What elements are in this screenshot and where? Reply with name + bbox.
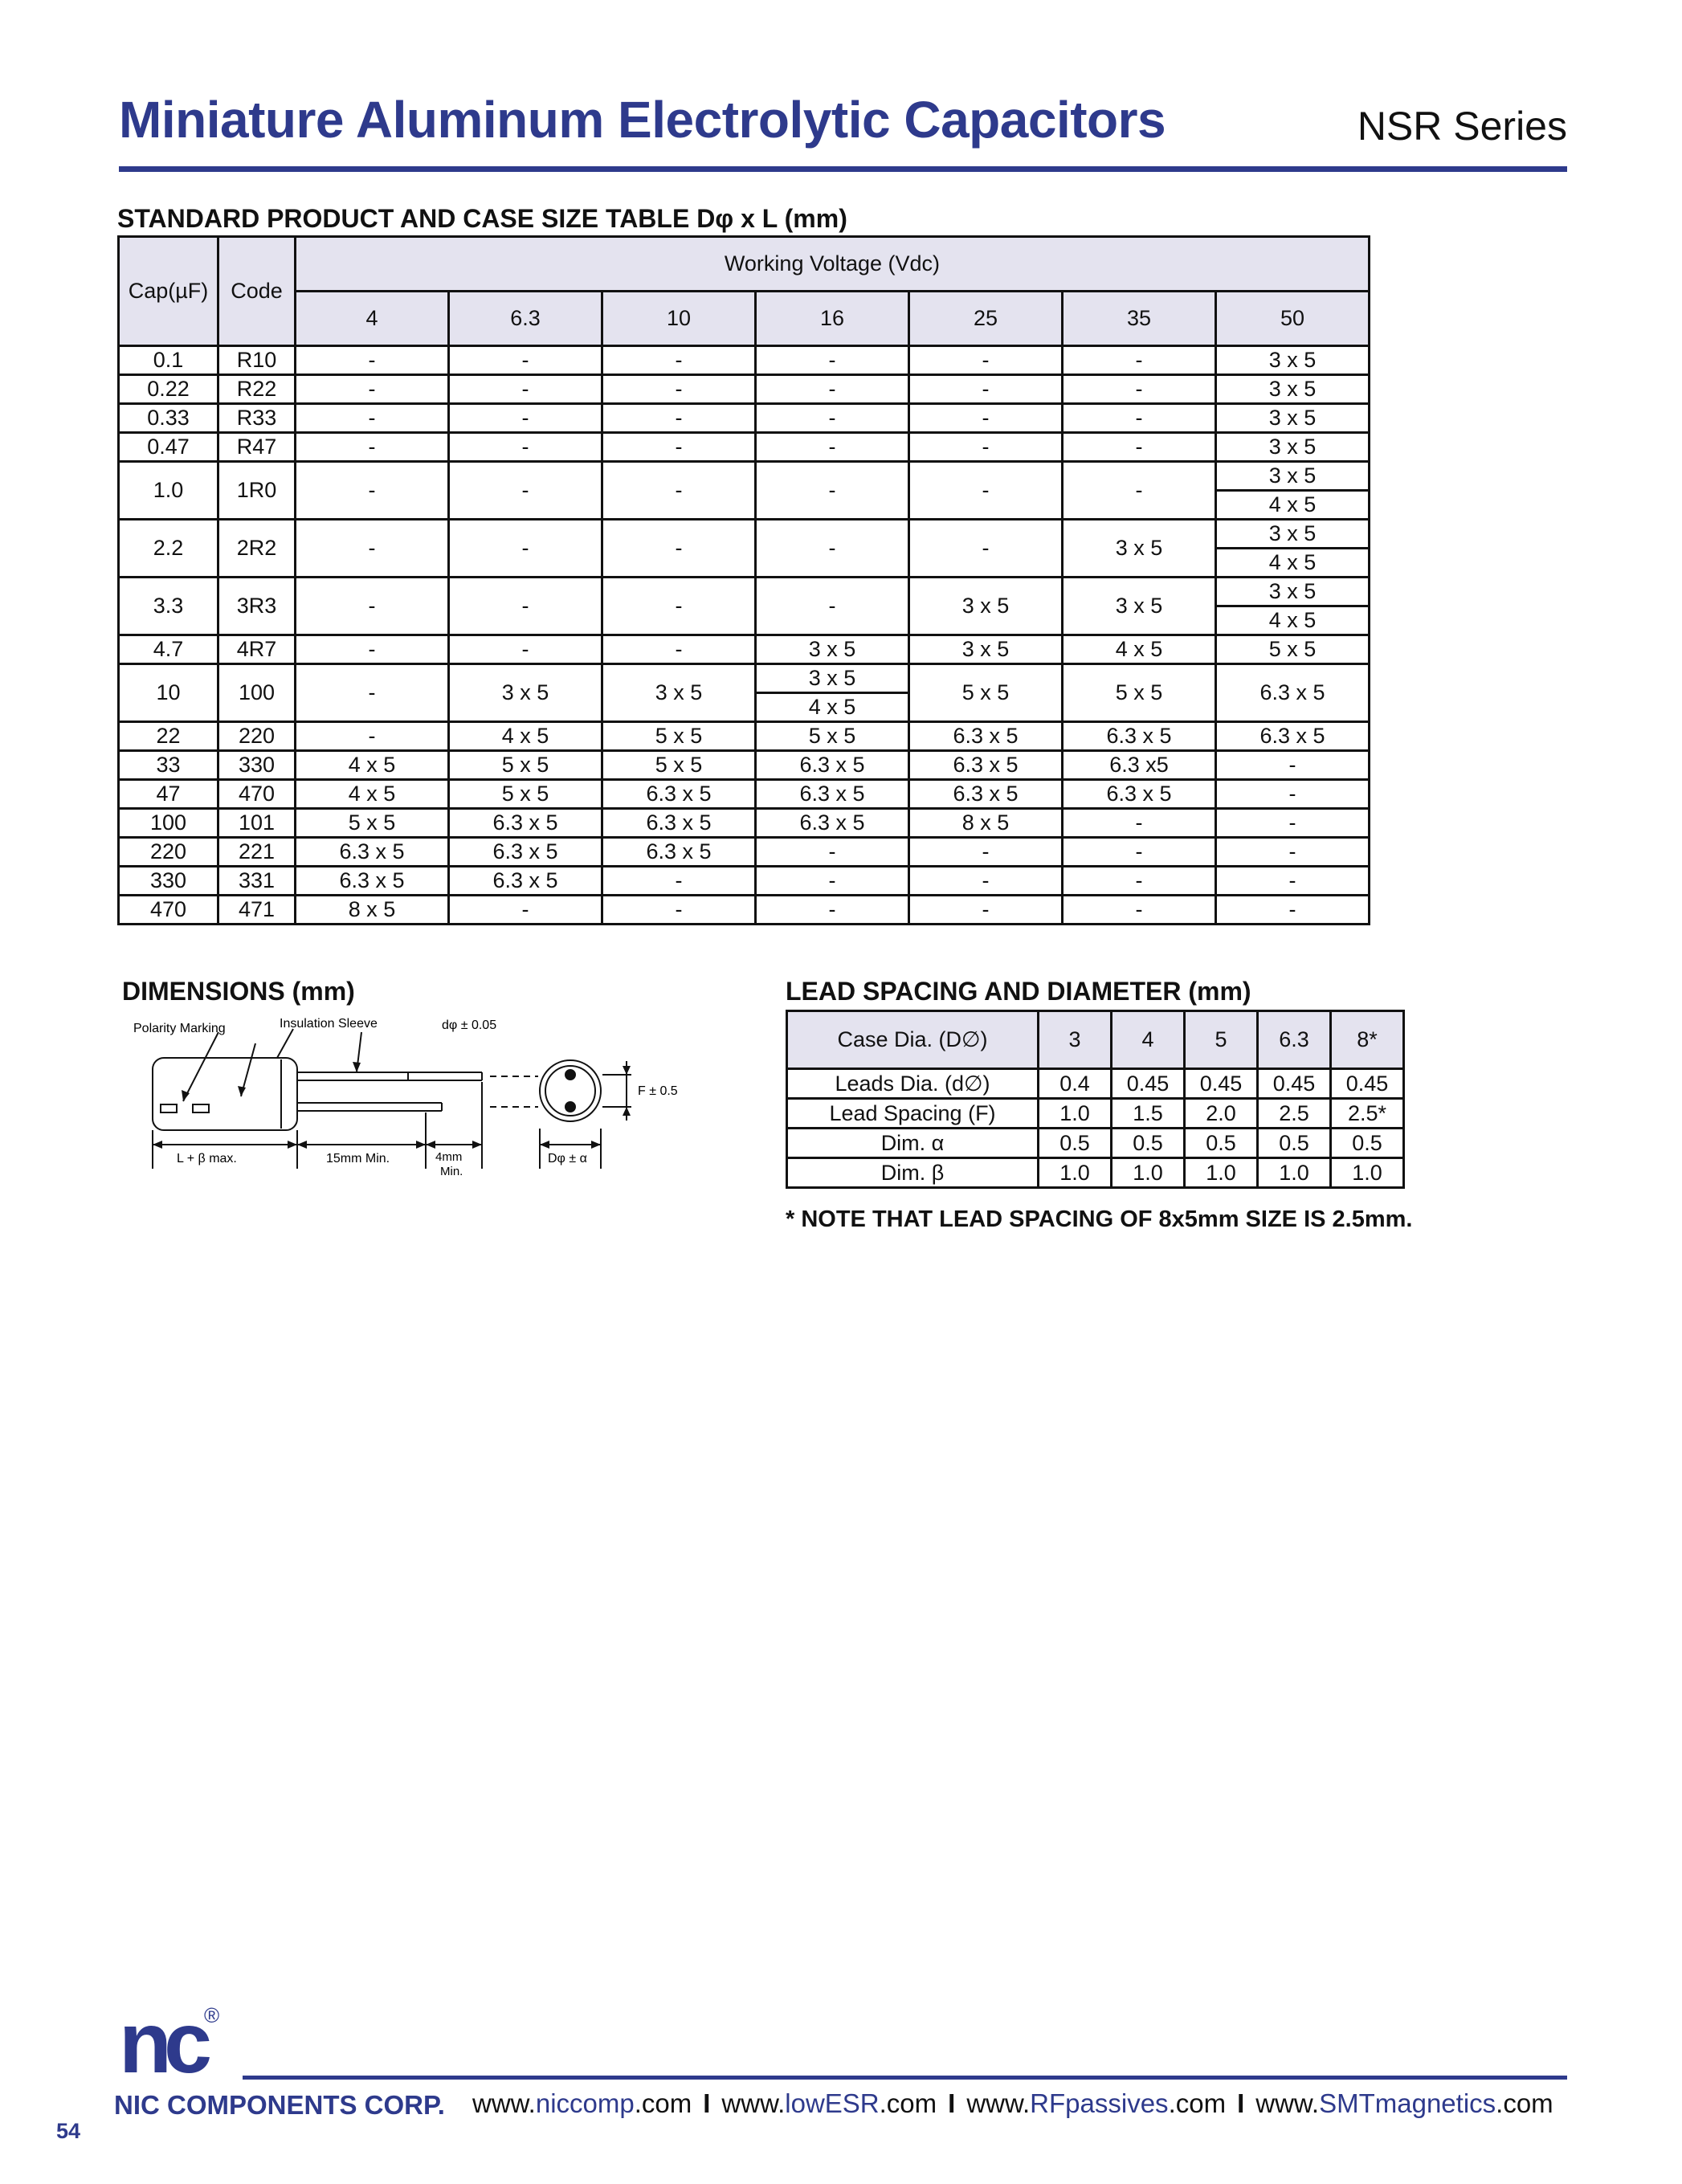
code-cell: R47 <box>218 433 296 462</box>
size-cell: 3 x 5 <box>756 664 909 693</box>
size-cell: 3 x 5 <box>1216 346 1370 375</box>
lead-value: 0.4 <box>1039 1069 1112 1099</box>
size-cell: - <box>296 722 449 751</box>
table-row <box>119 751 1370 780</box>
size-cell: 5 x 5 <box>296 809 449 838</box>
dimensions-heading: DIMENSIONS (mm) <box>122 977 355 1006</box>
cap-cell: 100 <box>119 809 218 838</box>
std-header-row <box>119 237 1370 292</box>
lead-value: 1.5 <box>1112 1099 1185 1129</box>
size-cell: 8 x 5 <box>296 896 449 925</box>
link-suffix: .com <box>879 2088 937 2118</box>
size-cell: - <box>909 375 1063 404</box>
link-domain: niccomp <box>535 2088 635 2118</box>
size-cell: - <box>602 433 756 462</box>
table-row <box>119 375 1370 404</box>
cap-cell: 3.3 <box>119 578 218 635</box>
size-cell: - <box>449 896 602 925</box>
size-cell: - <box>1216 809 1370 838</box>
size-cell: 6.3 x 5 <box>1063 780 1216 809</box>
lead-value: 0.45 <box>1331 1069 1404 1099</box>
link-suffix: .com <box>634 2088 692 2118</box>
size-cell: - <box>909 867 1063 896</box>
link-domain: RFpassives <box>1030 2088 1169 2118</box>
lead-table-wrap <box>786 1010 1405 1189</box>
size-cell: - <box>756 867 909 896</box>
lead-value: 0.5 <box>1331 1129 1404 1158</box>
size-cell: - <box>1063 809 1216 838</box>
size-cell: 4 x 5 <box>1063 635 1216 664</box>
size-cell: - <box>296 462 449 520</box>
lead-row <box>787 1129 1404 1158</box>
lead-value: 1.0 <box>1331 1158 1404 1188</box>
voltage-header: 4 <box>296 292 449 346</box>
case-dia-col: 8* <box>1331 1011 1404 1069</box>
code-cell: 2R2 <box>218 520 296 578</box>
lead-value: 2.5 <box>1258 1099 1331 1129</box>
size-cell: 3 x 5 <box>1063 578 1216 635</box>
size-cell: 6.3 x5 <box>1063 751 1216 780</box>
lead-min-label: 15mm Min. <box>326 1152 390 1165</box>
size-cell: 4 x 5 <box>296 780 449 809</box>
size-cell: - <box>296 346 449 375</box>
size-cell: - <box>296 635 449 664</box>
size-cell: - <box>909 433 1063 462</box>
size-cell: - <box>1063 375 1216 404</box>
size-cell: - <box>449 520 602 578</box>
size-cell: - <box>1063 896 1216 925</box>
size-cell: - <box>602 867 756 896</box>
size-cell: 3 x 5 <box>1063 520 1216 578</box>
cap-cell: 47 <box>119 780 218 809</box>
size-cell: 4 x 5 <box>296 751 449 780</box>
size-cell: 5 x 5 <box>449 751 602 780</box>
size-cell: - <box>909 404 1063 433</box>
size-cell: - <box>909 462 1063 520</box>
code-cell: 330 <box>218 751 296 780</box>
code-cell: R22 <box>218 375 296 404</box>
size-cell: - <box>602 404 756 433</box>
size-cell: 6.3 x 5 <box>909 722 1063 751</box>
size-cell: 3 x 5 <box>449 664 602 722</box>
size-cell: - <box>602 578 756 635</box>
lead-row <box>787 1069 1404 1099</box>
size-cell: 6.3 x 5 <box>296 838 449 867</box>
table-row <box>119 635 1370 664</box>
table-row <box>119 809 1370 838</box>
size-cell: 4 x 5 <box>1216 549 1370 578</box>
size-cell: - <box>449 635 602 664</box>
size-cell: - <box>449 375 602 404</box>
link-prefix: www. <box>721 2088 786 2118</box>
size-cell: - <box>602 635 756 664</box>
lead-value: 1.0 <box>1039 1099 1112 1129</box>
voltage-header: 25 <box>909 292 1063 346</box>
lead-value: 0.5 <box>1112 1129 1185 1158</box>
page-title: Miniature Aluminum Electrolytic Capacitors <box>119 91 1166 149</box>
size-cell: 3 x 5 <box>909 578 1063 635</box>
case-dia-col: 3 <box>1039 1011 1112 1069</box>
size-cell: 6.3 x 5 <box>449 809 602 838</box>
size-cell: 6.3 x 5 <box>602 838 756 867</box>
cut-label-a: 4mm <box>435 1150 463 1164</box>
code-cell: 1R0 <box>218 462 296 520</box>
voltage-header: 16 <box>756 292 909 346</box>
size-cell: - <box>909 346 1063 375</box>
size-cell: - <box>1063 404 1216 433</box>
lead-value: 0.45 <box>1258 1069 1331 1099</box>
table-row <box>119 346 1370 375</box>
table-row <box>119 664 1370 693</box>
size-cell: - <box>449 404 602 433</box>
size-cell: 6.3 x 5 <box>909 751 1063 780</box>
size-cell: - <box>602 520 756 578</box>
size-cell: - <box>1216 896 1370 925</box>
size-cell: 3 x 5 <box>909 635 1063 664</box>
size-cell: 6.3 x 5 <box>296 867 449 896</box>
case-dia-col: 4 <box>1112 1011 1185 1069</box>
case-dia-col: 5 <box>1185 1011 1258 1069</box>
lead-value: 2.0 <box>1185 1099 1258 1129</box>
size-cell: 5 x 5 <box>756 722 909 751</box>
lead-value: 1.0 <box>1039 1158 1112 1188</box>
size-cell: 6.3 x 5 <box>909 780 1063 809</box>
lead-row <box>787 1099 1404 1129</box>
size-cell: - <box>1216 780 1370 809</box>
size-cell: - <box>909 838 1063 867</box>
size-cell: 3 x 5 <box>602 664 756 722</box>
size-cell: 4 x 5 <box>756 693 909 722</box>
size-cell: 6.3 x 5 <box>1063 722 1216 751</box>
lead-row-label: Lead Spacing (F) <box>787 1099 1039 1129</box>
cap-cell: 470 <box>119 896 218 925</box>
lead-value: 0.5 <box>1039 1129 1112 1158</box>
size-cell: 5 x 5 <box>909 664 1063 722</box>
size-cell: - <box>756 433 909 462</box>
working-voltage-header: Working Voltage (Vdc) <box>296 237 1370 292</box>
voltage-header: 35 <box>1063 292 1216 346</box>
link-separator: I <box>1237 2088 1245 2118</box>
size-cell: 5 x 5 <box>1063 664 1216 722</box>
size-cell: - <box>1216 867 1370 896</box>
code-cell: 101 <box>218 809 296 838</box>
link-prefix: www. <box>966 2088 1031 2118</box>
lead-value: 0.45 <box>1185 1069 1258 1099</box>
size-cell: 3 x 5 <box>1216 375 1370 404</box>
size-cell: 6.3 x 5 <box>756 751 909 780</box>
lead-header-row <box>787 1011 1404 1069</box>
cap-cell: 10 <box>119 664 218 722</box>
cap-cell: 2.2 <box>119 520 218 578</box>
link-domain: SMTmagnetics <box>1319 2088 1496 2118</box>
registered-mark: ® <box>204 2003 220 2027</box>
diameter-label: Dφ ± α <box>548 1152 587 1165</box>
footer-link[interactable] <box>721 2088 937 2118</box>
size-cell: - <box>296 664 449 722</box>
size-cell: 6.3 x 5 <box>1216 722 1370 751</box>
table-row <box>119 896 1370 925</box>
lead-value: 0.5 <box>1185 1129 1258 1158</box>
size-cell: 5 x 5 <box>1216 635 1370 664</box>
lead-table <box>786 1010 1405 1189</box>
cap-cell: 330 <box>119 867 218 896</box>
link-separator: I <box>703 2088 711 2118</box>
code-cell: R10 <box>218 346 296 375</box>
voltage-header: 10 <box>602 292 756 346</box>
header-rule <box>119 166 1567 172</box>
col-cap-header: Cap(µF) <box>119 237 218 346</box>
footer-rule <box>243 2076 1567 2080</box>
table-row <box>119 780 1370 809</box>
size-cell: 5 x 5 <box>449 780 602 809</box>
size-cell: 6.3 x 5 <box>449 867 602 896</box>
size-cell: - <box>756 838 909 867</box>
size-cell: 5 x 5 <box>602 722 756 751</box>
cap-cell: 4.7 <box>119 635 218 664</box>
size-cell: - <box>602 375 756 404</box>
table-row <box>119 433 1370 462</box>
footer-link[interactable] <box>966 2088 1226 2118</box>
table-row <box>119 404 1370 433</box>
lead-value: 0.5 <box>1258 1129 1331 1158</box>
size-cell: - <box>756 896 909 925</box>
size-cell: 5 x 5 <box>602 751 756 780</box>
size-cell: - <box>1216 838 1370 867</box>
link-prefix: www. <box>472 2088 536 2118</box>
code-cell: 331 <box>218 867 296 896</box>
size-cell: 3 x 5 <box>1216 578 1370 606</box>
f-tol-label: F ± 0.5 <box>638 1084 678 1098</box>
size-cell: - <box>296 404 449 433</box>
size-cell: - <box>602 346 756 375</box>
size-cell: - <box>449 578 602 635</box>
footer-links <box>472 2088 1553 2119</box>
cut-label-b: Min. <box>440 1165 463 1178</box>
size-cell: - <box>756 346 909 375</box>
cap-cell: 1.0 <box>119 462 218 520</box>
link-separator: I <box>948 2088 956 2118</box>
code-cell: 4R7 <box>218 635 296 664</box>
size-cell: - <box>602 896 756 925</box>
link-domain: lowESR <box>785 2088 880 2118</box>
cap-cell: 33 <box>119 751 218 780</box>
size-cell: 8 x 5 <box>909 809 1063 838</box>
size-cell: - <box>449 346 602 375</box>
size-cell: - <box>1216 751 1370 780</box>
size-cell: - <box>1063 462 1216 520</box>
case-dia-header: Case Dia. (D∅) <box>787 1011 1039 1069</box>
std-voltage-row <box>119 292 1370 346</box>
cap-cell: 0.22 <box>119 375 218 404</box>
link-suffix: .com <box>1496 2088 1553 2118</box>
size-cell: - <box>449 462 602 520</box>
size-cell: - <box>909 896 1063 925</box>
size-cell: - <box>449 433 602 462</box>
size-cell: - <box>296 520 449 578</box>
code-cell: 471 <box>218 896 296 925</box>
size-cell: 4 x 5 <box>1216 491 1370 520</box>
link-suffix: .com <box>1168 2088 1227 2118</box>
size-cell: 6.3 x 5 <box>602 809 756 838</box>
cap-cell: 22 <box>119 722 218 751</box>
series-name: NSR Series <box>1357 104 1567 149</box>
lead-row <box>787 1158 1404 1188</box>
lead-value: 1.0 <box>1185 1158 1258 1188</box>
size-cell: 3 x 5 <box>1216 520 1370 549</box>
std-table-wrap <box>117 235 1370 925</box>
lead-value: 1.0 <box>1112 1158 1185 1188</box>
dimensions-diagram <box>120 1008 699 1201</box>
voltage-header: 50 <box>1216 292 1370 346</box>
size-cell: - <box>756 520 909 578</box>
size-cell: - <box>756 578 909 635</box>
size-cell: - <box>909 520 1063 578</box>
size-cell: - <box>1063 433 1216 462</box>
lead-note: * NOTE THAT LEAD SPACING OF 8x5mm SIZE IS 2.5mm. <box>786 1206 1413 1232</box>
size-cell: 6.3 x 5 <box>449 838 602 867</box>
size-cell: - <box>1063 838 1216 867</box>
company-name: NIC COMPONENTS CORP. <box>114 2090 445 2120</box>
std-table <box>117 235 1370 925</box>
voltage-header: 6.3 <box>449 292 602 346</box>
code-cell: R33 <box>218 404 296 433</box>
polarity-label: Polarity Marking <box>133 1022 226 1035</box>
sleeve-label: Insulation Sleeve <box>280 1017 378 1031</box>
cap-cell: 0.1 <box>119 346 218 375</box>
size-cell: 3 x 5 <box>1216 404 1370 433</box>
table-row <box>119 722 1370 751</box>
code-cell: 221 <box>218 838 296 867</box>
table-row <box>119 462 1370 491</box>
size-cell: 6.3 x 5 <box>756 809 909 838</box>
lead-table-heading: LEAD SPACING AND DIAMETER (mm) <box>786 977 1251 1006</box>
lead-row-label: Leads Dia. (d∅) <box>787 1069 1039 1099</box>
size-cell: - <box>602 462 756 520</box>
code-cell: 100 <box>218 664 296 722</box>
cap-cell: 0.47 <box>119 433 218 462</box>
size-cell: - <box>296 433 449 462</box>
table-row <box>119 867 1370 896</box>
table-row <box>119 578 1370 606</box>
size-cell: - <box>756 462 909 520</box>
size-cell: 4 x 5 <box>1216 606 1370 635</box>
lead-value: 2.5* <box>1331 1099 1404 1129</box>
length-label: L + β max. <box>177 1152 237 1165</box>
size-cell: 6.3 x 5 <box>602 780 756 809</box>
code-cell: 220 <box>218 722 296 751</box>
size-cell: 3 x 5 <box>756 635 909 664</box>
lead-row-label: Dim. α <box>787 1129 1039 1158</box>
size-cell: - <box>296 375 449 404</box>
table-row <box>119 838 1370 867</box>
logo-text: nc <box>119 2008 205 2076</box>
size-cell: - <box>1063 867 1216 896</box>
code-cell: 3R3 <box>218 578 296 635</box>
size-cell: - <box>756 404 909 433</box>
table-row <box>119 520 1370 549</box>
size-cell: 6.3 x 5 <box>756 780 909 809</box>
capacitor-body <box>153 1058 297 1130</box>
case-dia-col: 6.3 <box>1258 1011 1331 1069</box>
size-cell: 4 x 5 <box>449 722 602 751</box>
page-number: 54 <box>56 2119 81 2143</box>
size-cell: - <box>296 578 449 635</box>
cap-cell: 0.33 <box>119 404 218 433</box>
code-cell: 470 <box>218 780 296 809</box>
lead-value: 0.45 <box>1112 1069 1185 1099</box>
col-code-header: Code <box>218 237 296 346</box>
size-cell: 3 x 5 <box>1216 433 1370 462</box>
link-prefix: www. <box>1255 2088 1320 2118</box>
size-cell: 6.3 x 5 <box>1216 664 1370 722</box>
size-cell: - <box>1063 346 1216 375</box>
lead-row-label: Dim. β <box>787 1158 1039 1188</box>
footer-link[interactable] <box>472 2088 692 2118</box>
std-table-heading: STANDARD PRODUCT AND CASE SIZE TABLE Dφ x L (mm) <box>117 204 847 233</box>
cap-cell: 220 <box>119 838 218 867</box>
size-cell: - <box>756 375 909 404</box>
footer-link[interactable] <box>1255 2088 1553 2118</box>
size-cell: 3 x 5 <box>1216 462 1370 491</box>
lead-value: 1.0 <box>1258 1158 1331 1188</box>
lead-dia-label: dφ ± 0.05 <box>442 1019 497 1032</box>
